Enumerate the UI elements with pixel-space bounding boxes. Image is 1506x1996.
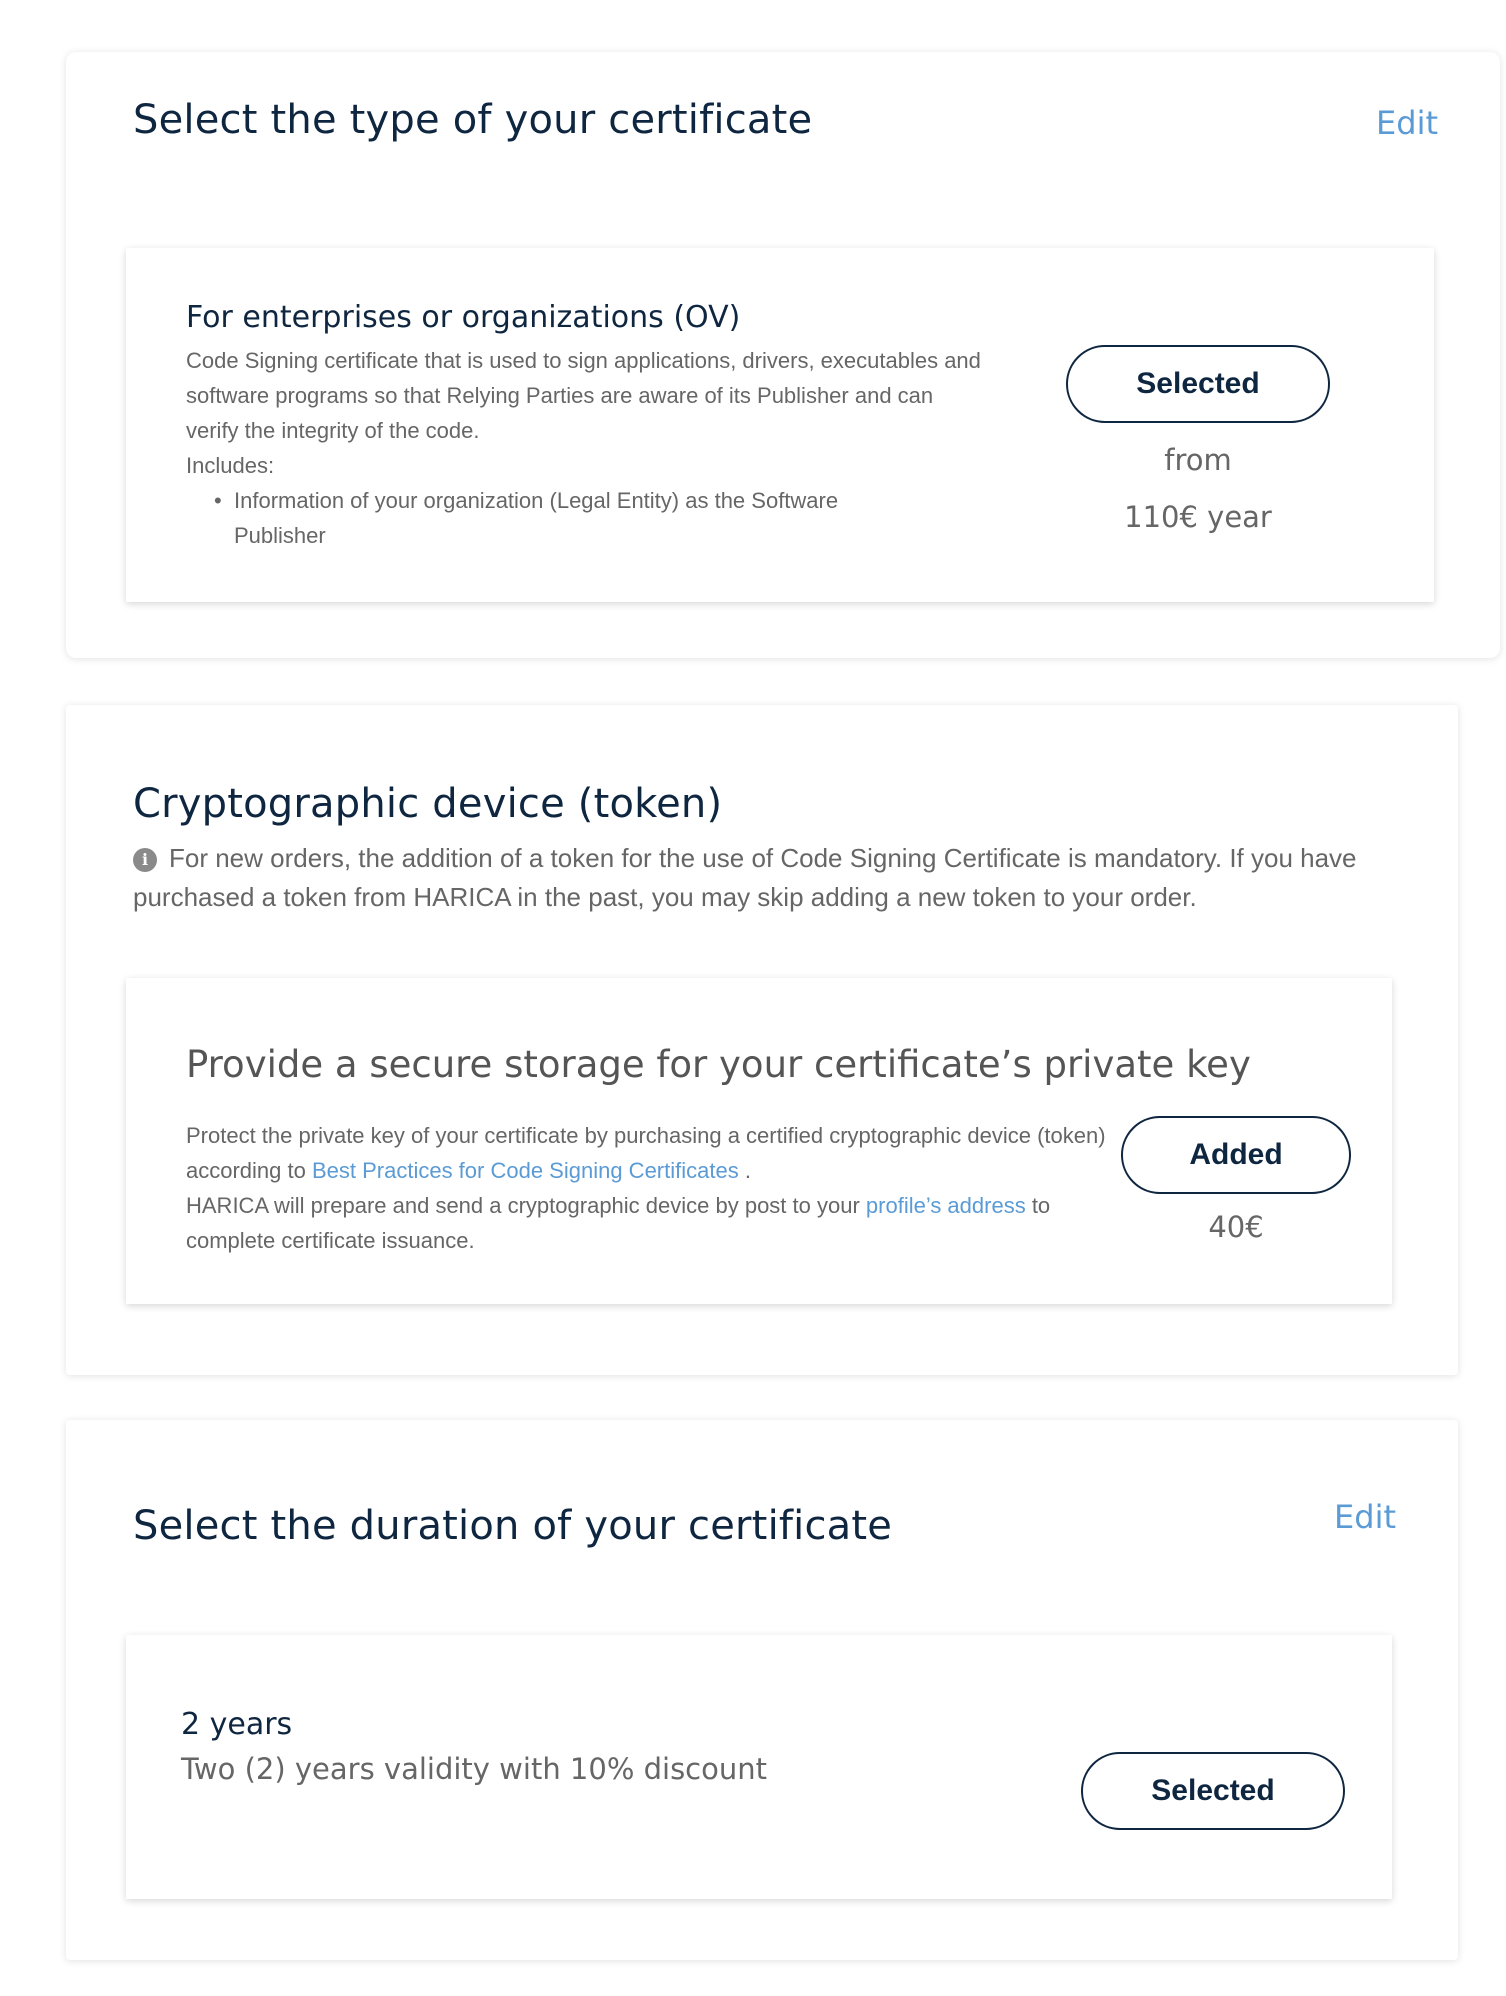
option-title: For enterprises or organizations (OV)	[186, 300, 741, 335]
profile-address-link[interactable]: profile’s address	[865, 1193, 1026, 1218]
bullet-icon: •	[214, 488, 222, 513]
shipping-text: HARICA will prepare and send a cryptographic device by post to your	[186, 1193, 866, 1218]
shipping-paragraph	[186, 1188, 1121, 1258]
protect-text-end: .	[738, 1158, 751, 1183]
option-description: Two (2) years validity with 10% discount	[181, 1752, 767, 1786]
certificate-duration-section	[66, 1420, 1458, 1960]
description-text: Code Signing certificate that is used to sign applications, drivers, executables and software programs so that Relying Parties are aware of its Publisher and can verify the integrity of the code.	[186, 348, 981, 443]
option-description	[186, 343, 986, 553]
cryptographic-device-section	[66, 705, 1458, 1375]
shipping-text-end: to complete certificate issuance.	[186, 1193, 1051, 1253]
section-title: Select the duration of your certificate	[133, 1503, 893, 1549]
selected-button[interactable]: Selected	[1066, 345, 1330, 423]
protect-text: Protect the private key of your certificate by purchasing a certified cryptographic device (token) according to	[186, 1123, 1106, 1183]
price-value: 40€	[1208, 1210, 1264, 1244]
protect-paragraph	[186, 1118, 1121, 1188]
certificate-option-card	[126, 248, 1434, 602]
option-title: 2 years	[181, 1707, 293, 1742]
option-title: Provide a secure storage for your certificate’s private key	[186, 1043, 1251, 1086]
edit-link[interactable]: Edit	[1376, 104, 1438, 142]
section-title: Select the type of your certificate	[133, 97, 813, 143]
includes-label: Includes:	[186, 453, 275, 478]
token-notice	[133, 839, 1393, 917]
price-prefix: from	[1164, 443, 1232, 477]
token-option-card	[126, 978, 1392, 1304]
best-practices-link[interactable]: Best Practices for Code Signing Certificates	[311, 1158, 739, 1183]
edit-link[interactable]: Edit	[1334, 1498, 1396, 1536]
option-description	[186, 1118, 1121, 1258]
selected-button[interactable]: Selected	[1081, 1752, 1345, 1830]
section-title: Cryptographic device (token)	[133, 781, 723, 827]
added-button[interactable]: Added	[1121, 1116, 1351, 1194]
notice-text: For new orders, the addition of a token for the use of Code Signing Certificate is mandatory. If you have purchased a token from HARICA in the past, you may skip adding a new token to your order.	[133, 843, 1357, 912]
price-value: 110€ year	[1124, 500, 1272, 534]
includes-item-text: Information of your organization (Legal Entity) as the Software Publisher	[234, 488, 839, 548]
duration-option-card	[126, 1635, 1392, 1899]
certificate-type-section	[66, 52, 1500, 658]
info-circle-icon: i	[133, 848, 157, 872]
includes-list-item	[186, 483, 894, 553]
